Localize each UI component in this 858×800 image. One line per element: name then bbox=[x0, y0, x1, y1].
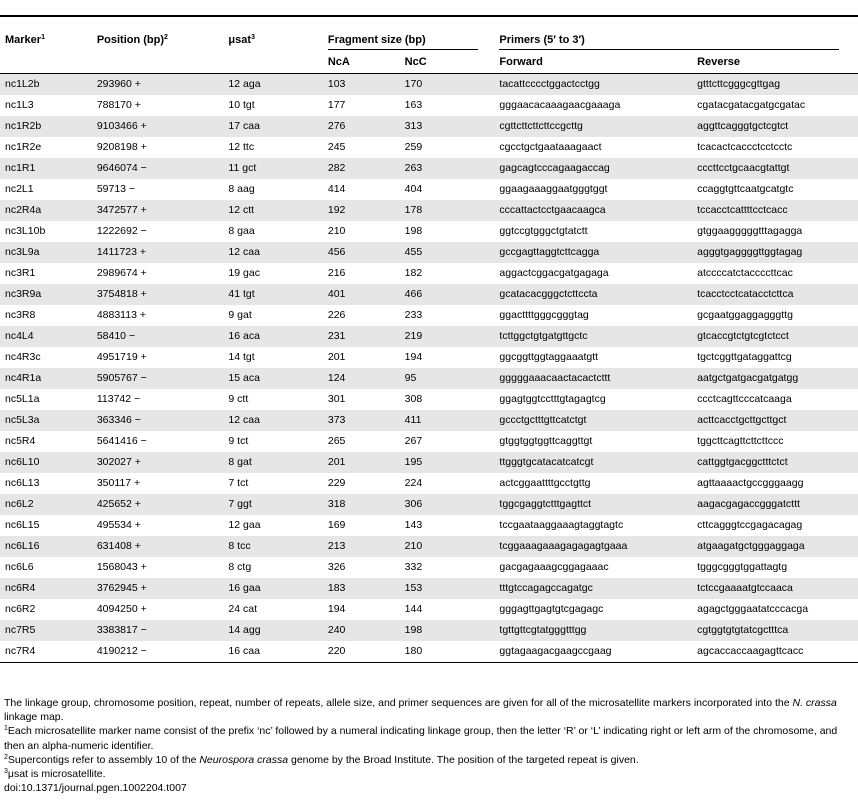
table-row bbox=[0, 620, 858, 641]
doi: doi:10.1371/journal.pgen.1002204.t007 bbox=[4, 782, 187, 795]
cell-usat: 24 cat bbox=[223, 599, 322, 620]
cell-nca: 318 bbox=[323, 494, 400, 515]
cell-position: 1411723 + bbox=[92, 242, 224, 263]
cell-ncc: 143 bbox=[400, 515, 495, 536]
cell-ncc: 194 bbox=[400, 347, 495, 368]
cell-marker: nc1R1 bbox=[0, 158, 92, 179]
cell-marker: nc4L4 bbox=[0, 326, 92, 347]
table-row bbox=[0, 641, 858, 663]
cell-usat: 8 ctg bbox=[223, 557, 322, 578]
cell-usat: 12 caa bbox=[223, 410, 322, 431]
cell-ncc: 163 bbox=[400, 95, 495, 116]
cell-reverse: agcaccaccaagagttcacc bbox=[692, 641, 858, 663]
cell-ncc: 466 bbox=[400, 284, 495, 305]
cell-usat: 14 tgt bbox=[223, 347, 322, 368]
cell-marker: nc6R4 bbox=[0, 578, 92, 599]
cell-marker: nc1L3 bbox=[0, 95, 92, 116]
cell-marker: nc6L16 bbox=[0, 536, 92, 557]
cell-reverse: aagacgagaccgggatcttt bbox=[692, 494, 858, 515]
cell-reverse: aggttcagggtgctcgtct bbox=[692, 116, 858, 137]
cell-reverse: tgctcggttgataggattcg bbox=[692, 347, 858, 368]
cell-forward: tccgaataaggaaagtaggtagtc bbox=[494, 515, 692, 536]
cell-position: 4190212 − bbox=[92, 641, 224, 663]
cell-reverse: tggcttcagttcttcttccc bbox=[692, 431, 858, 452]
cell-usat: 17 caa bbox=[223, 116, 322, 137]
microsatellite-table bbox=[0, 29, 858, 663]
cell-usat: 8 gaa bbox=[223, 221, 322, 242]
footnote-3: $^3$μsat is microsatellite. bbox=[4, 768, 106, 781]
cell-nca: 201 bbox=[323, 347, 400, 368]
cell-usat: 16 gaa bbox=[223, 578, 322, 599]
cell-usat: 8 aag bbox=[223, 179, 322, 200]
cell-nca: 229 bbox=[323, 473, 400, 494]
cell-reverse: tgggcgggtggattagtg bbox=[692, 557, 858, 578]
cell-reverse: cattggtgacggctttctct bbox=[692, 452, 858, 473]
cell-marker: nc6L13 bbox=[0, 473, 92, 494]
cell-forward: ggacttttgggcgggtag bbox=[494, 305, 692, 326]
table-row bbox=[0, 347, 858, 368]
cell-position: 3762945 + bbox=[92, 578, 224, 599]
cell-position: 350117 + bbox=[92, 473, 224, 494]
cell-usat: 12 caa bbox=[223, 242, 322, 263]
cell-ncc: 233 bbox=[400, 305, 495, 326]
cell-usat: 8 gat bbox=[223, 452, 322, 473]
cell-ncc: 224 bbox=[400, 473, 495, 494]
cell-position: 1568043 + bbox=[92, 557, 224, 578]
cell-reverse: aatgctgatgacgatgatgg bbox=[692, 368, 858, 389]
cell-position: 4883113 + bbox=[92, 305, 224, 326]
cell-ncc: 210 bbox=[400, 536, 495, 557]
cell-ncc: 263 bbox=[400, 158, 495, 179]
table-row bbox=[0, 536, 858, 557]
cell-position: 5905767 − bbox=[92, 368, 224, 389]
cell-reverse: ccctcagttcccatcaaga bbox=[692, 389, 858, 410]
cell-usat: 7 tct bbox=[223, 473, 322, 494]
cell-forward: cccattactcctgaacaagca bbox=[494, 200, 692, 221]
cell-marker: nc6L2 bbox=[0, 494, 92, 515]
cell-nca: 245 bbox=[323, 137, 400, 158]
cell-forward: ggagtggtcctttgtagagtcg bbox=[494, 389, 692, 410]
cell-position: 363346 − bbox=[92, 410, 224, 431]
cell-usat: 15 aca bbox=[223, 368, 322, 389]
cell-usat: 8 tcc bbox=[223, 536, 322, 557]
cell-usat: 7 ggt bbox=[223, 494, 322, 515]
cell-marker: nc6L6 bbox=[0, 557, 92, 578]
header-reverse: Reverse bbox=[697, 56, 740, 68]
header-forward: Forward bbox=[499, 56, 543, 68]
cell-position: 2989674 + bbox=[92, 263, 224, 284]
cell-position: 3754818 + bbox=[92, 284, 224, 305]
cell-forward: ggtagaagacgaagccgaag bbox=[494, 641, 692, 663]
cell-nca: 177 bbox=[323, 95, 400, 116]
cell-nca: 210 bbox=[323, 221, 400, 242]
cell-marker: nc3L10b bbox=[0, 221, 92, 242]
cell-usat: 16 caa bbox=[223, 641, 322, 663]
cell-marker: nc3R8 bbox=[0, 305, 92, 326]
cell-ncc: 219 bbox=[400, 326, 495, 347]
cell-forward: gccgagttaggtcttcagga bbox=[494, 242, 692, 263]
cell-ncc: 267 bbox=[400, 431, 495, 452]
cell-position: 5641416 − bbox=[92, 431, 224, 452]
cell-ncc: 198 bbox=[400, 221, 495, 242]
cell-nca: 282 bbox=[323, 158, 400, 179]
cell-nca: 192 bbox=[323, 200, 400, 221]
cell-forward: gggaacacaaagaacgaaaga bbox=[494, 95, 692, 116]
table-row bbox=[0, 494, 858, 515]
table-body bbox=[0, 74, 858, 663]
cell-ncc: 259 bbox=[400, 137, 495, 158]
cell-forward: gacgagaaagcggagaaac bbox=[494, 557, 692, 578]
cell-position: 3383817 − bbox=[92, 620, 224, 641]
table-row bbox=[0, 116, 858, 137]
cell-usat: 12 ttc bbox=[223, 137, 322, 158]
table-row bbox=[0, 473, 858, 494]
table-row bbox=[0, 179, 858, 200]
cell-reverse: gtcaccgtctgtcgtctcct bbox=[692, 326, 858, 347]
table-row bbox=[0, 578, 858, 599]
header-position: Position (bp)$^2$ bbox=[96, 34, 168, 46]
cell-position: 1222692 − bbox=[92, 221, 224, 242]
table-row bbox=[0, 389, 858, 410]
cell-marker: nc5R4 bbox=[0, 431, 92, 452]
cell-position: 9103466 + bbox=[92, 116, 224, 137]
cell-forward: gggagttgagtgtcgagagc bbox=[494, 599, 692, 620]
cell-ncc: 178 bbox=[400, 200, 495, 221]
cell-reverse: agttaaaactgccgggaagg bbox=[692, 473, 858, 494]
cell-nca: 265 bbox=[323, 431, 400, 452]
cell-nca: 240 bbox=[323, 620, 400, 641]
cell-usat: 19 gac bbox=[223, 263, 322, 284]
table-row bbox=[0, 368, 858, 389]
cell-ncc: 411 bbox=[400, 410, 495, 431]
cell-forward: gagcagtcccagaagaccag bbox=[494, 158, 692, 179]
header-marker: Marker$^1$ bbox=[5, 34, 45, 46]
cell-usat: 41 tgt bbox=[223, 284, 322, 305]
cell-reverse: cccttcctgcaacgtattgt bbox=[692, 158, 858, 179]
cell-position: 9208198 + bbox=[92, 137, 224, 158]
cell-marker: nc7R4 bbox=[0, 641, 92, 663]
cell-marker: nc3R9a bbox=[0, 284, 92, 305]
cell-ncc: 306 bbox=[400, 494, 495, 515]
cell-marker: nc1L2b bbox=[0, 74, 92, 96]
cell-forward: cgttcttcttcttccgcttg bbox=[494, 116, 692, 137]
cell-reverse: acttcacctgcttgcttgct bbox=[692, 410, 858, 431]
cell-position: 495534 + bbox=[92, 515, 224, 536]
cell-marker: nc5L1a bbox=[0, 389, 92, 410]
cell-usat: 9 ctt bbox=[223, 389, 322, 410]
cell-nca: 213 bbox=[323, 536, 400, 557]
cell-position: 59713 − bbox=[92, 179, 224, 200]
cell-position: 4951719 + bbox=[92, 347, 224, 368]
cell-position: 58410 − bbox=[92, 326, 224, 347]
cell-ncc: 404 bbox=[400, 179, 495, 200]
table-row bbox=[0, 137, 858, 158]
cell-reverse: tccacctcattttcctcacc bbox=[692, 200, 858, 221]
cell-nca: 103 bbox=[323, 74, 400, 96]
cell-position: 113742 − bbox=[92, 389, 224, 410]
cell-usat: 9 gat bbox=[223, 305, 322, 326]
cell-ncc: 170 bbox=[400, 74, 495, 96]
cell-marker: nc6L15 bbox=[0, 515, 92, 536]
cell-reverse: gtggaagggggtttagagga bbox=[692, 221, 858, 242]
cell-marker: nc6L10 bbox=[0, 452, 92, 473]
header-usat: μsat$^3$ bbox=[228, 34, 255, 46]
cell-nca: 169 bbox=[323, 515, 400, 536]
cell-forward: tacattcccctggactcctgg bbox=[494, 74, 692, 96]
cell-forward: aggactcggacgatgagaga bbox=[494, 263, 692, 284]
cell-reverse: agagctgggaatatcccacga bbox=[692, 599, 858, 620]
cell-reverse: cttcagggtccgagacagag bbox=[692, 515, 858, 536]
cell-ncc: 308 bbox=[400, 389, 495, 410]
cell-position: 425652 + bbox=[92, 494, 224, 515]
cell-nca: 194 bbox=[323, 599, 400, 620]
cell-marker: nc6R2 bbox=[0, 599, 92, 620]
header-ncc: NcC bbox=[404, 56, 427, 68]
table-row bbox=[0, 305, 858, 326]
cell-forward: gcatacacgggctcttccta bbox=[494, 284, 692, 305]
cell-position: 4094250 + bbox=[92, 599, 224, 620]
cell-nca: 201 bbox=[323, 452, 400, 473]
cell-marker: nc2R4a bbox=[0, 200, 92, 221]
cell-ncc: 198 bbox=[400, 620, 495, 641]
cell-forward: tgttgttcgtatgggtttgg bbox=[494, 620, 692, 641]
table-notes bbox=[4, 696, 856, 795]
cell-position: 788170 + bbox=[92, 95, 224, 116]
cell-ncc: 195 bbox=[400, 452, 495, 473]
cell-nca: 216 bbox=[323, 263, 400, 284]
header-fragment-size: Fragment size (bp) bbox=[323, 29, 495, 51]
cell-position: 302027 + bbox=[92, 452, 224, 473]
table-row bbox=[0, 557, 858, 578]
table-row bbox=[0, 452, 858, 473]
cell-reverse: gcgaatggaggagggttg bbox=[692, 305, 858, 326]
footnote-2: $^2$Supercontigs refer to assembly 10 of the Neurospora crassa genome by the Broad Institute. The position of the targeted repeat is given. bbox=[4, 753, 639, 766]
cell-marker: nc2L1 bbox=[0, 179, 92, 200]
cell-ncc: 455 bbox=[400, 242, 495, 263]
cell-nca: 456 bbox=[323, 242, 400, 263]
cell-marker: nc1R2b bbox=[0, 116, 92, 137]
cell-ncc: 313 bbox=[400, 116, 495, 137]
cell-reverse: atgaagatgctgggaggaga bbox=[692, 536, 858, 557]
header-row-2 bbox=[0, 51, 858, 74]
cell-reverse: tctccgaaaatgtccaaca bbox=[692, 578, 858, 599]
cell-marker: nc3L9a bbox=[0, 242, 92, 263]
cell-forward: tcttggctgtgatgttgctc bbox=[494, 326, 692, 347]
table-caption: The linkage group, chromosome position, repeat, number of repeats, allele size, and primer sequences are given for all of the microsatellite markers incorporated into the N. crassa linkage map. bbox=[4, 697, 837, 724]
cell-usat: 12 gaa bbox=[223, 515, 322, 536]
table-row bbox=[0, 200, 858, 221]
cell-forward: ggcggttggtaggaaatgtt bbox=[494, 347, 692, 368]
header-nca: NcA bbox=[327, 56, 350, 68]
table-row bbox=[0, 263, 858, 284]
cell-ncc: 95 bbox=[400, 368, 495, 389]
cell-nca: 183 bbox=[323, 578, 400, 599]
cell-marker: nc1R2e bbox=[0, 137, 92, 158]
header-row-1 bbox=[0, 29, 858, 51]
cell-position: 9646074 − bbox=[92, 158, 224, 179]
cell-usat: 12 ctt bbox=[223, 200, 322, 221]
cell-nca: 226 bbox=[323, 305, 400, 326]
cell-reverse: atccccatctaccccttcac bbox=[692, 263, 858, 284]
cell-forward: tttgtccagagccagatgc bbox=[494, 578, 692, 599]
cell-usat: 10 tgt bbox=[223, 95, 322, 116]
cell-reverse: gtttcttcgggcgttgag bbox=[692, 74, 858, 96]
cell-usat: 11 gct bbox=[223, 158, 322, 179]
table-row bbox=[0, 326, 858, 347]
table-row bbox=[0, 515, 858, 536]
cell-ncc: 144 bbox=[400, 599, 495, 620]
cell-usat: 14 agg bbox=[223, 620, 322, 641]
table-row bbox=[0, 221, 858, 242]
table-row bbox=[0, 431, 858, 452]
table-row bbox=[0, 599, 858, 620]
cell-nca: 231 bbox=[323, 326, 400, 347]
cell-usat: 12 aga bbox=[223, 74, 322, 96]
cell-nca: 373 bbox=[323, 410, 400, 431]
table-row bbox=[0, 242, 858, 263]
cell-forward: ggtccgtgggctgtatctt bbox=[494, 221, 692, 242]
cell-nca: 276 bbox=[323, 116, 400, 137]
cell-forward: gtggtggtggttcaggttgt bbox=[494, 431, 692, 452]
cell-nca: 401 bbox=[323, 284, 400, 305]
cell-ncc: 332 bbox=[400, 557, 495, 578]
cell-forward: tggcgaggtctttgagttct bbox=[494, 494, 692, 515]
cell-forward: ttgggtgcatacatcatcgt bbox=[494, 452, 692, 473]
cell-forward: gccctgctttgttcatctgt bbox=[494, 410, 692, 431]
cell-reverse: cgtggtgtgtatcgctttca bbox=[692, 620, 858, 641]
cell-marker: nc4R3c bbox=[0, 347, 92, 368]
cell-nca: 124 bbox=[323, 368, 400, 389]
cell-position: 293960 + bbox=[92, 74, 224, 96]
cell-nca: 326 bbox=[323, 557, 400, 578]
cell-forward: ggaagaaaggaatgggtggt bbox=[494, 179, 692, 200]
table-row bbox=[0, 95, 858, 116]
table-row bbox=[0, 158, 858, 179]
table-row bbox=[0, 284, 858, 305]
cell-usat: 9 tct bbox=[223, 431, 322, 452]
cell-forward: gggggaaacaactacactcttt bbox=[494, 368, 692, 389]
top-rule bbox=[0, 15, 858, 17]
cell-position: 631408 + bbox=[92, 536, 224, 557]
cell-marker: nc3R1 bbox=[0, 263, 92, 284]
cell-forward: tcggaaagaaagagagagtgaaa bbox=[494, 536, 692, 557]
cell-nca: 220 bbox=[323, 641, 400, 663]
cell-usat: 16 aca bbox=[223, 326, 322, 347]
cell-reverse: agggtgaggggttggtagag bbox=[692, 242, 858, 263]
cell-forward: cgcctgctgaataaagaact bbox=[494, 137, 692, 158]
cell-reverse: cgatacgatacgatgcgatac bbox=[692, 95, 858, 116]
cell-reverse: tcacactcaccctcctcctc bbox=[692, 137, 858, 158]
cell-marker: nc7R5 bbox=[0, 620, 92, 641]
cell-ncc: 153 bbox=[400, 578, 495, 599]
cell-ncc: 182 bbox=[400, 263, 495, 284]
cell-nca: 301 bbox=[323, 389, 400, 410]
cell-position: 3472577 + bbox=[92, 200, 224, 221]
header-primers: Primers (5′ to 3′) bbox=[494, 29, 858, 51]
cell-ncc: 180 bbox=[400, 641, 495, 663]
cell-marker: nc4R1a bbox=[0, 368, 92, 389]
table-row bbox=[0, 410, 858, 431]
cell-marker: nc5L3a bbox=[0, 410, 92, 431]
cell-reverse: tcacctcctcatacctcttca bbox=[692, 284, 858, 305]
footnote-1: $^1$Each microsatellite marker name consist of the prefix ‘nc’ followed by a numeral indicating linkage group, then the letter ‘R’ or ‘L’ indicating right or left arm of the chromosome, and then an alpha-numeric identifier. bbox=[4, 725, 838, 752]
cell-reverse: ccaggtgttcaatgcatgtc bbox=[692, 179, 858, 200]
cell-forward: actcggaattttgcctgttg bbox=[494, 473, 692, 494]
table-row bbox=[0, 74, 858, 96]
cell-nca: 414 bbox=[323, 179, 400, 200]
